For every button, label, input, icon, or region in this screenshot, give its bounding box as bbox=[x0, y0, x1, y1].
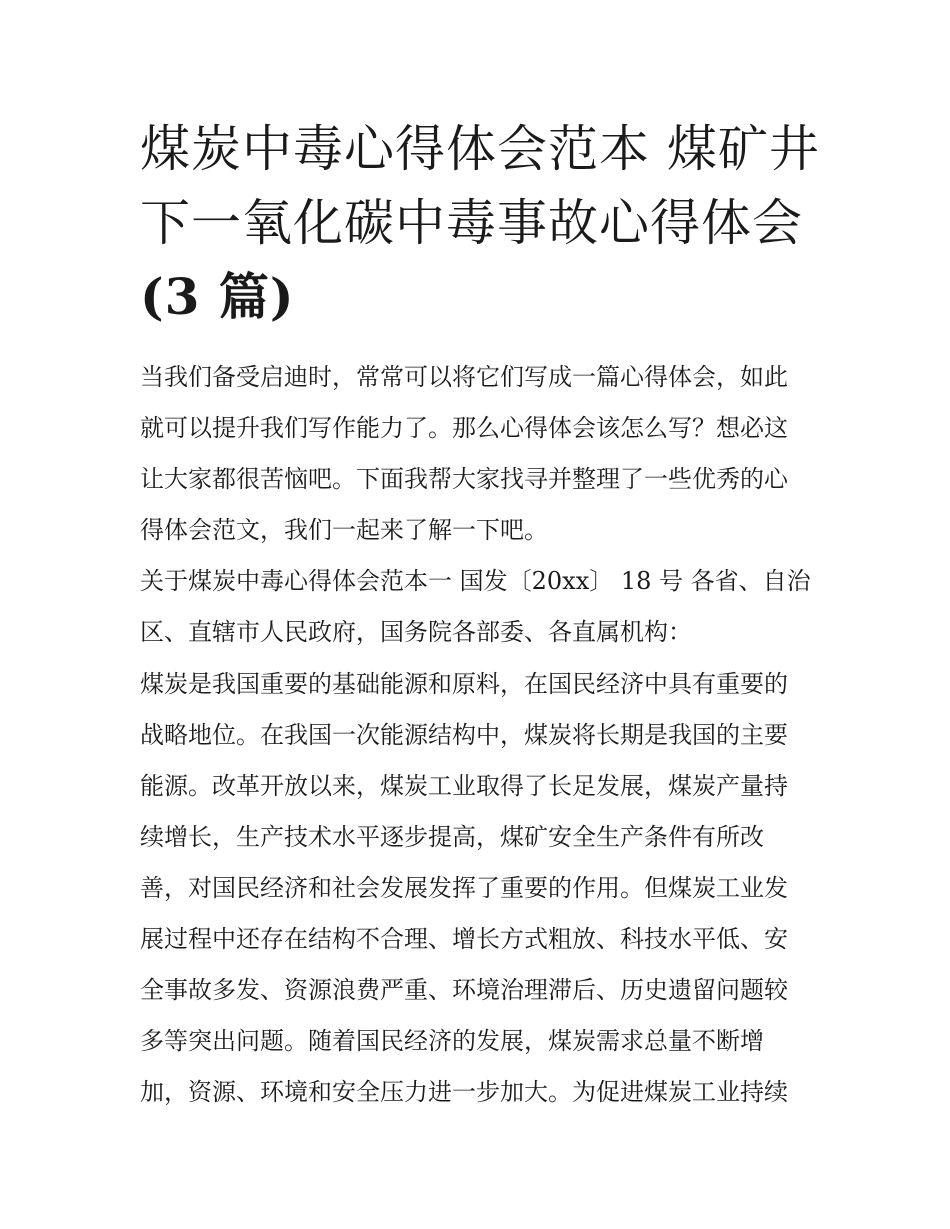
document-body bbox=[140, 352, 820, 1118]
body-line: 加，资源、环境和安全压力进一步加大。为促进煤炭工业持续 bbox=[140, 1078, 788, 1107]
body-line: 展过程中还存在结构不合理、增长方式粗放、科技水平低、安 bbox=[140, 925, 788, 954]
body-line: 多等突出问题。随着国民经济的发展，煤炭需求总量不断增 bbox=[140, 1027, 764, 1056]
body-line: 关于煤炭中毒心得体会范本一 国发〔20xx〕 18 号 各省、自治 bbox=[140, 567, 811, 596]
body-line: 就可以提升我们写作能力了。那么心得体会该怎么写？想必这 bbox=[140, 414, 788, 443]
body-line: 全事故多发、资源浪费严重、环境治理滞后、历史遗留问题较 bbox=[140, 976, 788, 1005]
body-line: 能源。改革开放以来，煤炭工业取得了长足发展，煤炭产量持 bbox=[140, 771, 788, 800]
body-line: 煤炭是我国重要的基础能源和原料，在国民经济中具有重要的 bbox=[140, 669, 788, 698]
body-line: 当我们备受启迪时，常常可以将它们写成一篇心得体会，如此 bbox=[140, 363, 788, 391]
body-line: 善，对国民经济和社会发展发挥了重要的作用。但煤炭工业发 bbox=[140, 873, 788, 902]
document-title bbox=[140, 112, 820, 334]
title-line: 煤炭中毒心得体会范本 煤矿井 bbox=[140, 120, 820, 178]
body-line: 得体会范文，我们一起来了解一下吧。 bbox=[140, 516, 548, 545]
body-line: 让大家都很苦恼吧。下面我帮大家找寻并整理了一些优秀的心 bbox=[140, 465, 788, 494]
body-line: 战略地位。在我国一次能源结构中，煤炭将长期是我国的主要 bbox=[140, 720, 788, 749]
title-line: 下一氧化碳中毒事故心得体会 bbox=[140, 194, 803, 252]
title-line: (3 篇) bbox=[140, 267, 295, 326]
body-line: 续增长，生产技术水平逐步提高，煤矿安全生产条件有所改 bbox=[140, 822, 764, 851]
body-line: 区、直辖市人民政府，国务院各部委、各直属机构： bbox=[140, 618, 692, 647]
